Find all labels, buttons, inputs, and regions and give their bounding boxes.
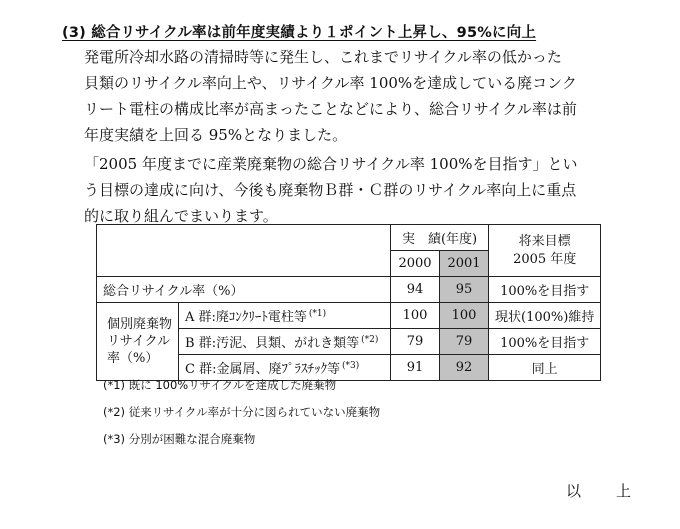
group-label-line: リサイクル: [107, 334, 171, 349]
table-row-total: [97, 277, 601, 303]
footnote: (*2) 従来リサイクル率が十分に図られていない廃棄物: [103, 405, 381, 419]
group-c-2000: 91: [391, 355, 440, 381]
header-year-2000: 2000: [391, 251, 440, 277]
paragraph-line: 貝類のリサイクル率向上や、リサイクル率 100%を達成している廃コンク: [84, 74, 577, 92]
header-year-2001: 2001: [440, 251, 489, 277]
closing-mark: 以 上: [566, 482, 642, 500]
row-label: B 群:汚泥、貝類、がれき類等: [185, 336, 360, 351]
group-label-line: 率（%）: [107, 351, 159, 366]
table-header-row: [97, 225, 601, 251]
footnote: (*3) 分別が困難な混合廃棄物: [103, 432, 256, 446]
row-label: A 群:廃ｺﾝｸﾘｰﾄ電柱等: [185, 310, 307, 325]
group-b-target: 100%を目指す: [489, 329, 601, 355]
header-future-line1: 将来目標: [518, 233, 571, 249]
footnote: (*1) 既に 100%リサイクルを達成した廃棄物: [103, 378, 337, 392]
individual-rate-label: [97, 303, 179, 381]
footnotes: [103, 372, 380, 453]
section-heading: (3) 総合リサイクル率は前年度実績より１ポイント上昇し、95%に向上: [62, 25, 537, 41]
paragraph-line: 年度実績を上回る 95%となりました。: [84, 126, 348, 144]
header-future-line2: 2005 年度: [513, 251, 577, 267]
paragraph-line: 的に取り組んでまいります。: [84, 207, 278, 225]
recycling-rate-table: [96, 224, 601, 381]
header-future-target: [489, 225, 601, 277]
footnote-ref: (*2): [361, 334, 379, 345]
paragraph-1: [84, 44, 614, 148]
group-b-label: [179, 329, 391, 355]
row-label: C 群:金属屑、廃ﾌﾟﾗｽﾁｯｸ等: [185, 362, 340, 377]
group-a-2001: 100: [440, 303, 489, 329]
total-label: 総合リサイクル率（%）: [97, 277, 391, 303]
group-b-2000: 79: [391, 329, 440, 355]
group-a-2000: 100: [391, 303, 440, 329]
total-2001: 95: [440, 277, 489, 303]
footnote-ref: (*3): [341, 360, 360, 371]
header-actual: 実 績(年度): [391, 225, 489, 251]
total-target: 100%を目指す: [489, 277, 601, 303]
paragraph-line: 発電所冷却水路の清掃時等に発生し、これまでリサイクル率の低かった: [84, 48, 562, 66]
group-b-2001: 79: [440, 329, 489, 355]
footnote-ref: (*1): [308, 308, 327, 319]
group-a-label: [179, 303, 391, 329]
paragraph-2: [84, 151, 614, 229]
group-c-2001: 92: [440, 355, 489, 381]
table-row: [97, 303, 601, 329]
table-corner-cell: [97, 225, 391, 277]
paragraph-line: 「2005 年度までに産業廃棄物の総合リサイクル率 100%を目指す」とい: [84, 155, 578, 173]
group-a-target: 現状(100%)維持: [489, 303, 601, 329]
paragraph-line: う目標の達成に向け、今後も廃棄物Ｂ群・Ｃ群のリサイクル率向上に重点: [84, 181, 577, 199]
paragraph-line: リート電柱の構成比率が高まったことなどにより、総合リサイクル率は前: [84, 100, 577, 118]
group-label-line: 個別廃棄物: [107, 317, 173, 332]
group-c-target: 同上: [489, 355, 601, 381]
total-2000: 94: [391, 277, 440, 303]
